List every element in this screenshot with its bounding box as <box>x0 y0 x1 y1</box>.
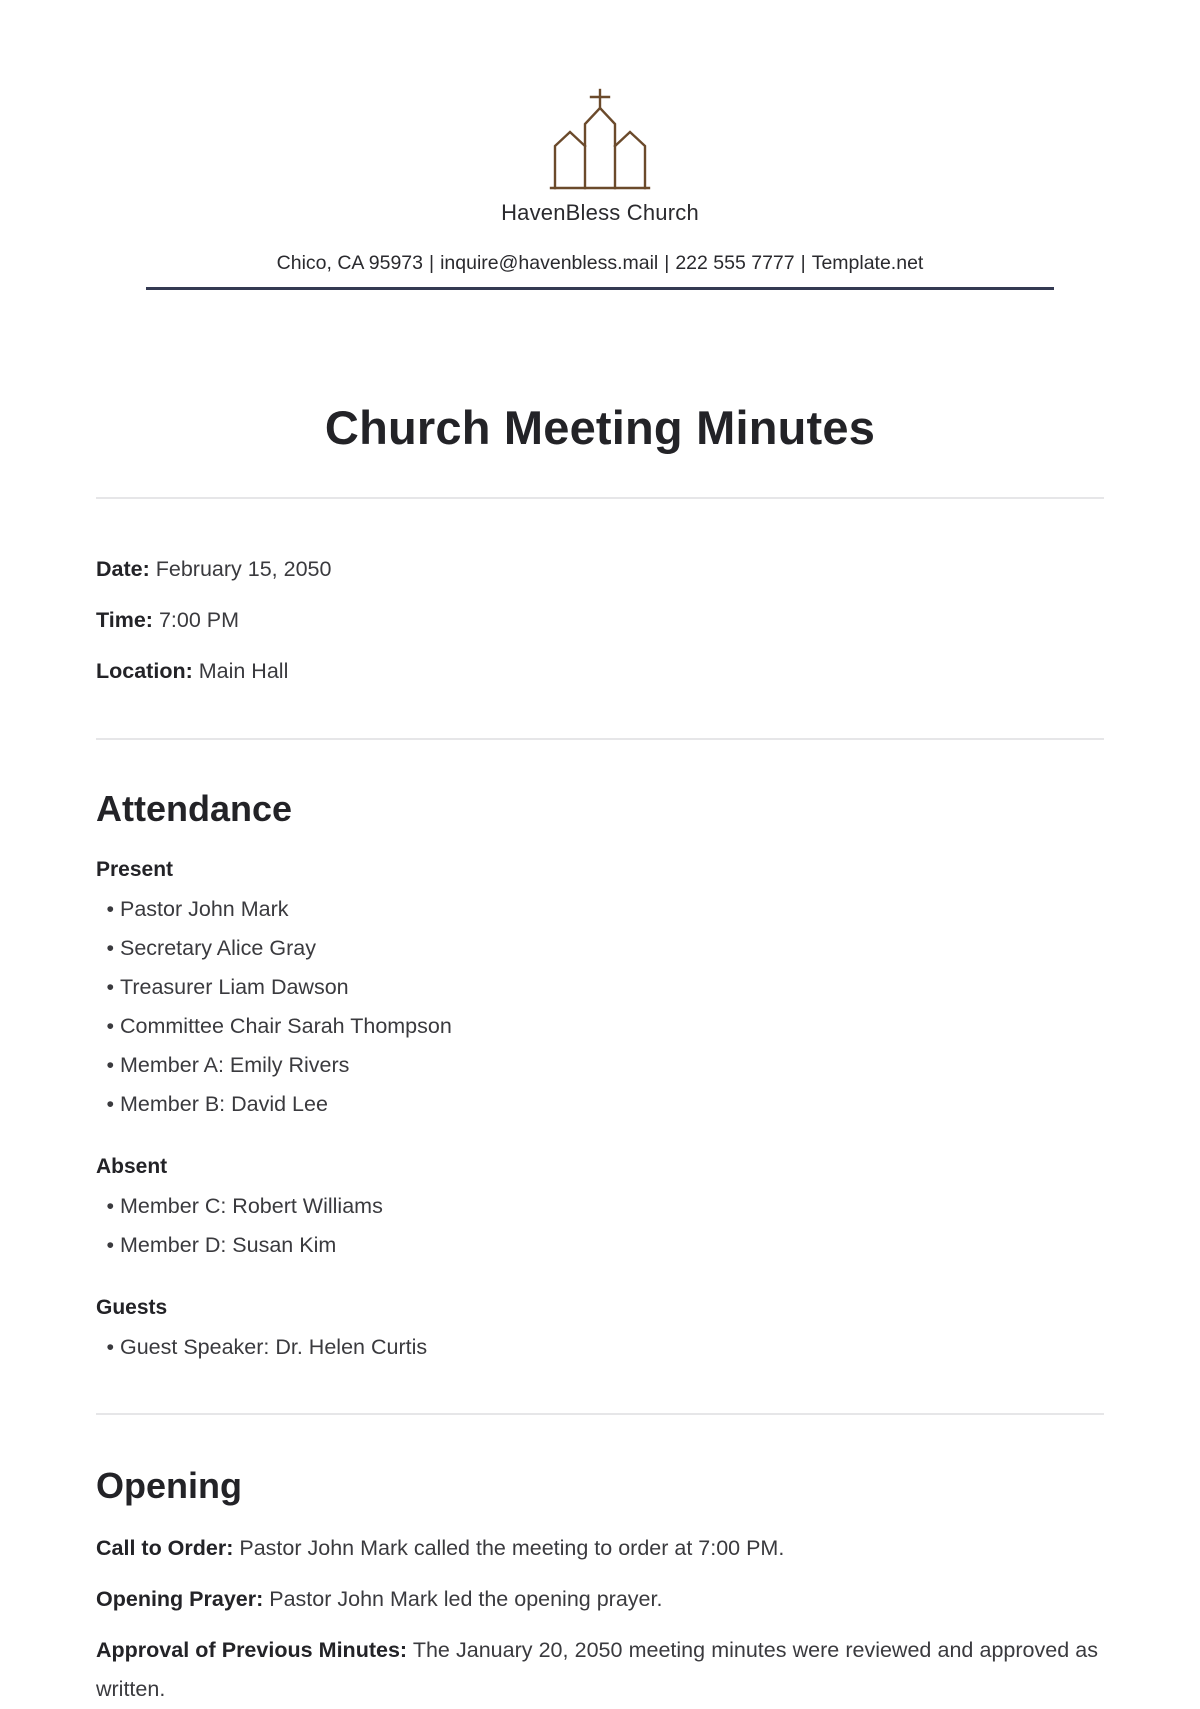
opening-prayer <box>96 1580 1098 1619</box>
list-item: • Committee Chair Sarah Thompson <box>96 1007 452 1046</box>
call-to-order-value: Pastor John Mark called the meeting to order at 7:00 PM. <box>239 1536 785 1560</box>
bullet: • <box>106 897 114 921</box>
letterhead <box>0 0 1200 290</box>
opening-prayer-label: Opening Prayer: <box>96 1587 264 1611</box>
bullet: • <box>106 1092 114 1116</box>
location-value: Main Hall <box>198 659 289 683</box>
opening-heading: Opening <box>96 1465 242 1506</box>
guests-heading: Guests <box>96 1296 168 1319</box>
list-item: • Member C: Robert Williams <box>96 1187 383 1226</box>
list-item: • Member B: David Lee <box>96 1085 452 1124</box>
present-heading: Present <box>96 858 174 881</box>
time-row <box>96 606 239 634</box>
church-icon <box>545 86 655 196</box>
separator: | <box>800 252 806 274</box>
date-value: February 15, 2050 <box>155 557 332 581</box>
list-item: • Member A: Emily Rivers <box>96 1046 452 1085</box>
date-label: Date: <box>96 557 150 581</box>
list-item: • Member D: Susan Kim <box>96 1226 383 1265</box>
absent-list <box>96 1187 383 1265</box>
location-label: Location: <box>96 659 193 683</box>
contact-line <box>0 252 1200 275</box>
call-to-order <box>96 1529 1098 1568</box>
divider <box>96 497 1104 499</box>
page-title: Church Meeting Minutes <box>324 401 876 454</box>
bullet: • <box>106 1233 114 1257</box>
contact-phone: 222 555 7777 <box>675 252 795 274</box>
bullet: • <box>106 1335 114 1359</box>
bullet: • <box>106 936 114 960</box>
contact-address: Chico, CA 95973 <box>276 252 423 274</box>
guests-list <box>96 1328 427 1367</box>
separator: | <box>429 252 435 274</box>
separator: | <box>664 252 670 274</box>
divider <box>96 738 1104 740</box>
list-item: • Secretary Alice Gray <box>96 929 452 968</box>
approval-label: Approval of Previous Minutes: <box>96 1638 408 1662</box>
contact-email[interactable]: inquire@havenbless.mail <box>440 252 659 274</box>
call-to-order-label: Call to Order: <box>96 1536 234 1560</box>
contact-website[interactable]: Template.net <box>811 252 924 274</box>
date-row <box>96 555 331 583</box>
header-divider <box>146 287 1054 290</box>
approval-value: The January 20, 2050 meeting minutes were reviewed and approved as written. <box>96 1638 1098 1701</box>
approval-of-minutes <box>96 1631 1098 1709</box>
absent-heading: Absent <box>96 1155 168 1178</box>
time-label: Time: <box>96 608 153 632</box>
opening-prayer-value: Pastor John Mark led the opening prayer. <box>269 1587 663 1611</box>
present-list <box>96 890 452 1124</box>
bullet: • <box>106 1053 114 1077</box>
divider <box>96 1413 1104 1415</box>
list-item: • Pastor John Mark <box>96 890 452 929</box>
bullet: • <box>106 975 114 999</box>
organization-name: HavenBless Church <box>501 200 699 225</box>
location-row <box>96 657 288 685</box>
bullet: • <box>106 1194 114 1218</box>
bullet: • <box>106 1014 114 1038</box>
list-item: • Guest Speaker: Dr. Helen Curtis <box>96 1328 427 1367</box>
list-item: • Treasurer Liam Dawson <box>96 968 452 1007</box>
attendance-heading: Attendance <box>96 788 293 829</box>
time-value: 7:00 PM <box>158 608 240 632</box>
